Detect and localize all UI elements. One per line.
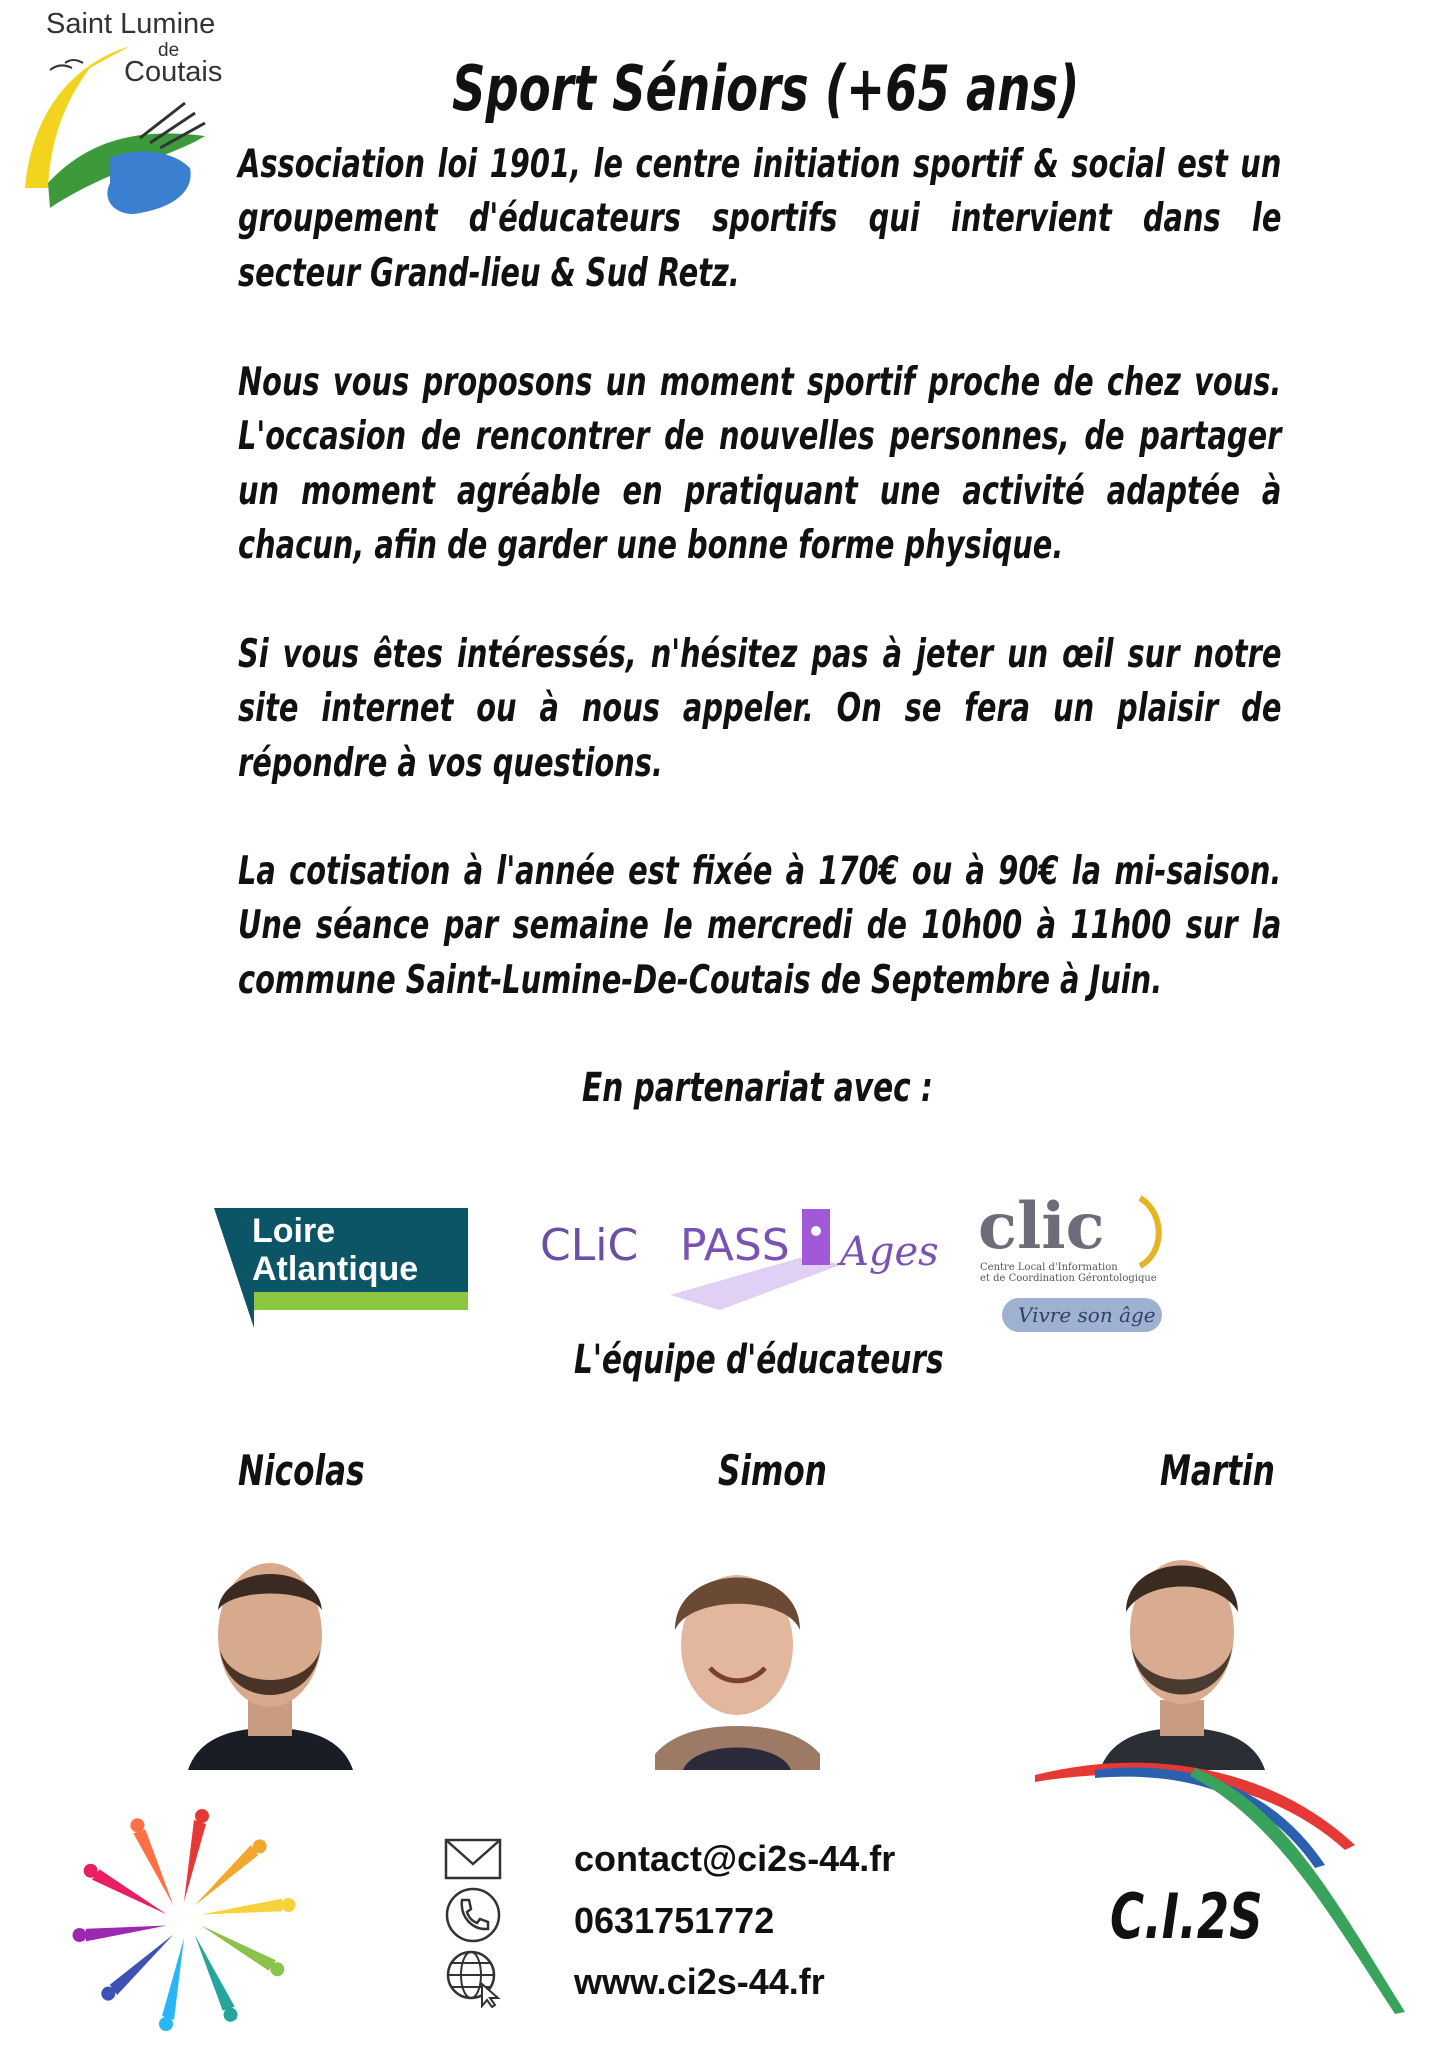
town-logo bbox=[20, 8, 230, 228]
loire-line1: Loire bbox=[252, 1212, 336, 1250]
town-logo-line1: Saint Lumine bbox=[46, 8, 216, 40]
clic-pass-part3: Ages bbox=[840, 1229, 939, 1275]
photo-martin bbox=[1100, 1540, 1265, 1770]
team-heading: L'équipe d'éducateurs bbox=[574, 1337, 944, 1383]
clic-pass-ages-logo bbox=[540, 1195, 940, 1320]
clic-pass-part2: PASS bbox=[680, 1220, 790, 1271]
globe-icon bbox=[442, 1946, 504, 2008]
mail-icon bbox=[442, 1828, 504, 1890]
intro-paragraph: Association loi 1901, le centre initiation sportif & social est un groupement d'éducateurs sportifs qui intervient dans le secteur Grand-lieu & Sud Retz. bbox=[238, 142, 1282, 296]
photo-nicolas bbox=[188, 1540, 353, 1770]
brand-label: C.I.2S bbox=[1110, 1880, 1263, 1953]
contact-invite-paragraph: Si vous êtes intéressés, n'hésitez pas à jeter un œil sur notre site internet ou à nous appeler. On se fera un plaisir de répondre à vos questions. bbox=[238, 632, 1282, 786]
loire-line2: Atlantique bbox=[252, 1250, 419, 1288]
clic-subtitle1: Centre Local d'Information bbox=[980, 1262, 1118, 1273]
clic-name: clic bbox=[978, 1189, 1105, 1264]
loire-atlantique-logo bbox=[214, 1200, 468, 1330]
people-circle-logo bbox=[62, 1808, 307, 2033]
town-logo-line3: Coutais bbox=[124, 56, 223, 88]
town-logo-line2: de bbox=[158, 40, 180, 61]
contact-website[interactable]: www.ci2s-44.fr bbox=[574, 1961, 825, 2002]
contact-phone[interactable]: 0631751772 bbox=[574, 1900, 775, 1941]
clic-logo bbox=[970, 1178, 1175, 1338]
page-title: Sport Séniors (+65 ans) bbox=[452, 52, 1080, 125]
clic-badge: Vivre son âge bbox=[1018, 1303, 1156, 1327]
clic-subtitle2: et de Coordination Gérontologique bbox=[980, 1273, 1157, 1284]
contact-email[interactable]: contact@ci2s-44.fr bbox=[574, 1838, 896, 1879]
member-name-nicolas: Nicolas bbox=[238, 1446, 365, 1495]
member-name-simon: Simon bbox=[718, 1446, 827, 1495]
proposal-paragraph: Nous vous proposons un moment sportif proche de chez vous. L'occasion de rencontrer de nouvelles personnes, de partager un moment agréable en pratiquant une activité adaptée à chacun, afin de garder une bonne forme physique. bbox=[238, 360, 1282, 568]
photo-simon bbox=[655, 1540, 820, 1770]
phone-icon bbox=[442, 1884, 504, 1946]
clic-pass-part1: CLiC bbox=[540, 1220, 639, 1271]
member-name-martin: Martin bbox=[1160, 1446, 1275, 1495]
pricing-paragraph: La cotisation à l'année est fixée à 170€ ou à 90€ la mi-saison. Une séance par semaine le mercredi de 10h00 à 11h00 sur la commune Saint-Lumine-De-Coutais de Septembre à Juin. bbox=[238, 849, 1282, 1003]
partners-heading: En partenariat avec : bbox=[582, 1065, 933, 1111]
